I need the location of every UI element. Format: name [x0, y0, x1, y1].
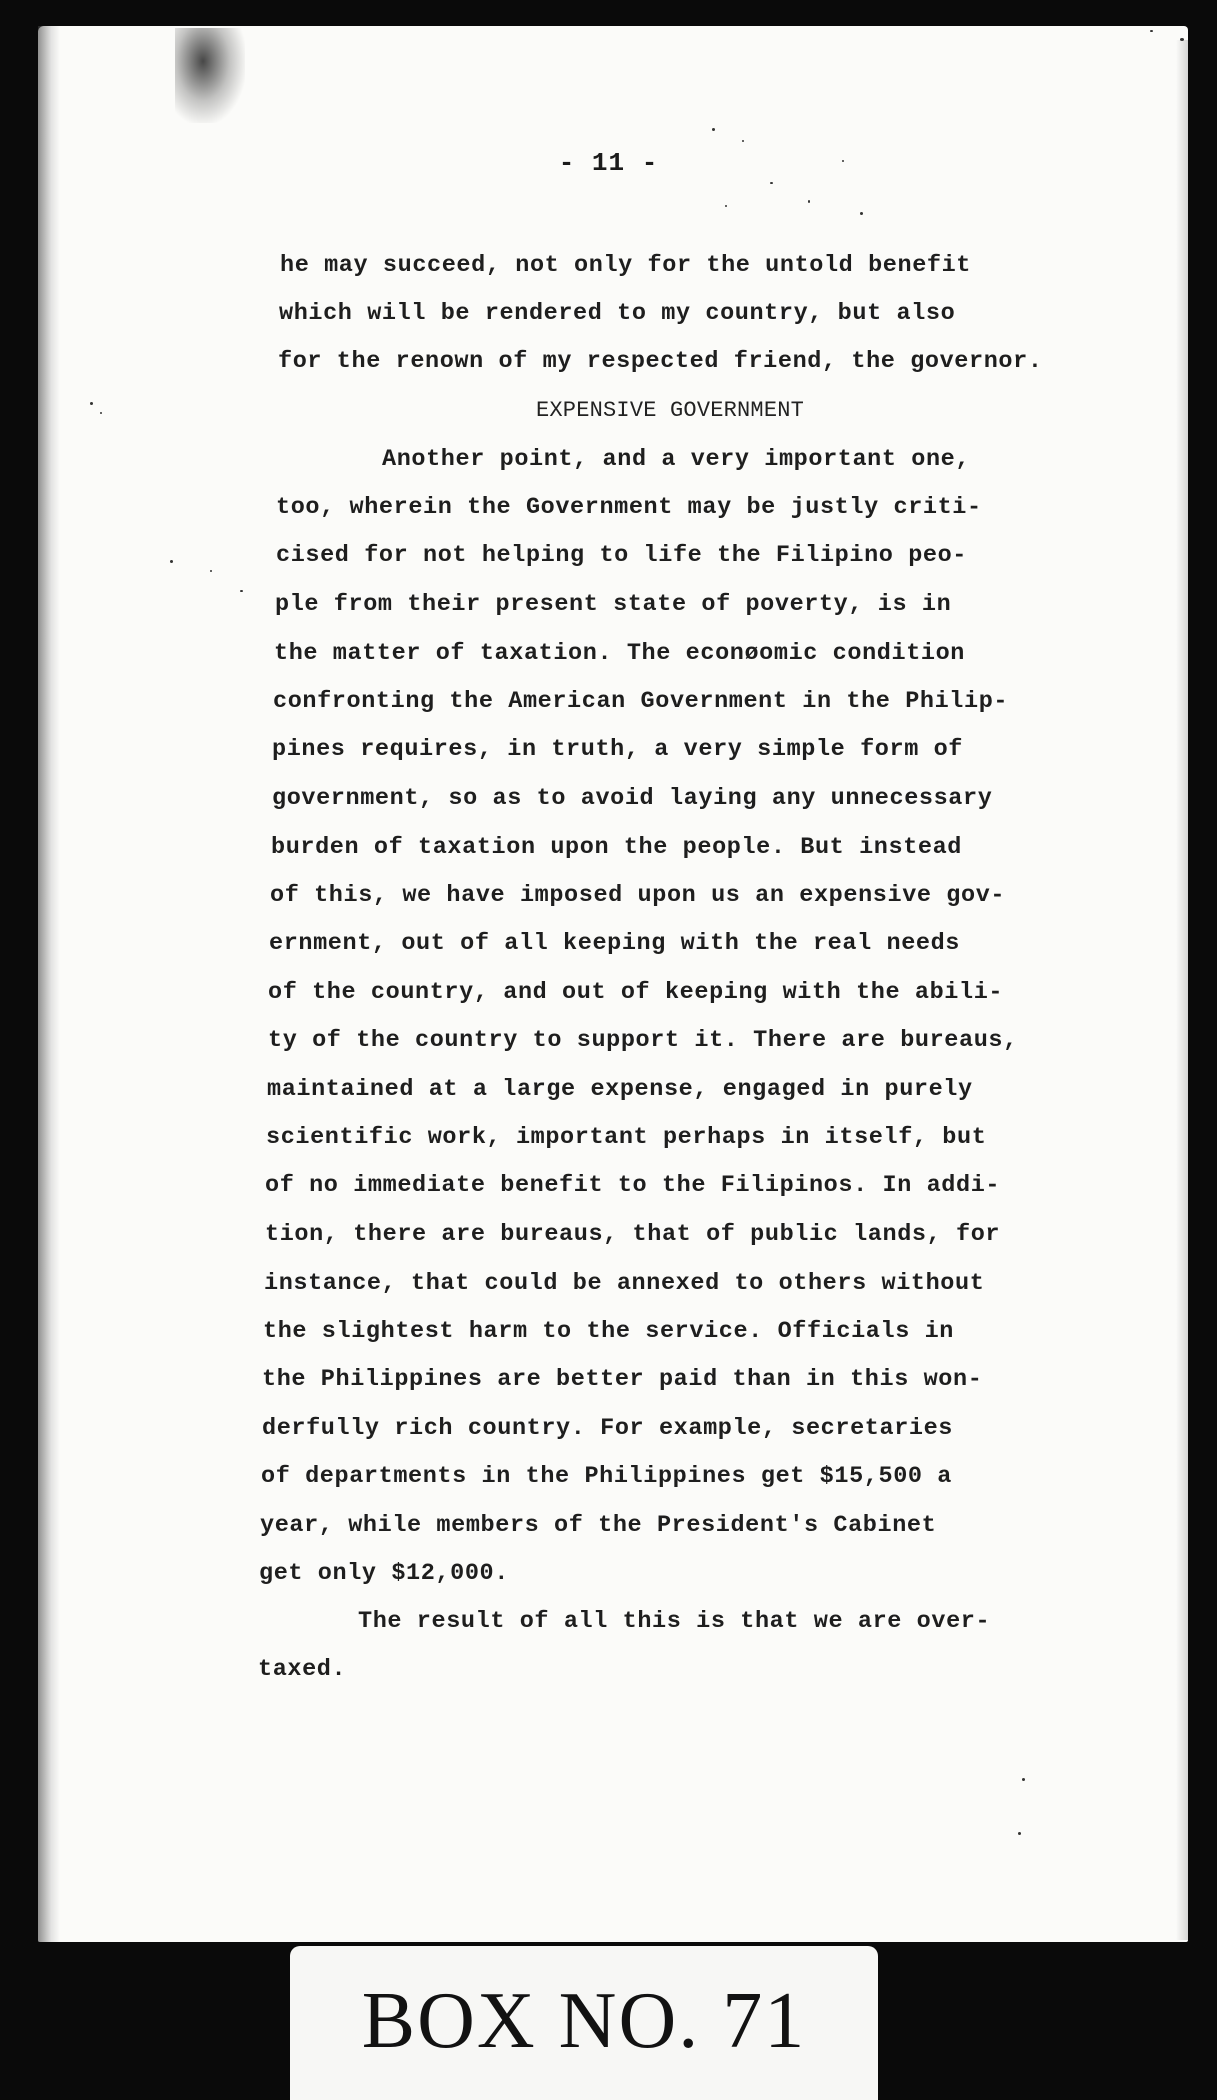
dust-speck — [170, 560, 173, 563]
page-number: - 11 - — [558, 148, 659, 178]
dust-speck — [712, 128, 715, 131]
dust-speck — [742, 140, 744, 142]
archive-label-text: BOX NO. 71 — [361, 1977, 807, 2065]
text-line: cised for not helping to life the Filipino peo- — [276, 542, 968, 569]
dust-speck — [90, 402, 93, 405]
text-line: ty of the country to support it. There are bureaus, — [268, 1027, 1018, 1054]
text-line: scientific work, important perhaps in itself, but — [266, 1124, 987, 1151]
text-line: tion, there are bureaus, that of public lands, for — [265, 1221, 1001, 1248]
text-line: instance, that could be annexed to others without — [264, 1270, 985, 1297]
text-line: ple from their present state of poverty, is in — [275, 591, 952, 618]
paper-left-shadow — [38, 26, 60, 1942]
text-line: the matter of taxation. The econøomic condition — [274, 640, 966, 667]
text-line: of this, we have imposed upon us an expensive gov- — [270, 882, 1006, 909]
text-line: the Philippines are better paid than in this won- — [262, 1366, 983, 1393]
dust-speck — [1022, 1778, 1025, 1781]
dust-speck — [1018, 1832, 1021, 1835]
text-line: of the country, and out of keeping with the abili- — [268, 979, 1004, 1006]
dust-speck — [1180, 38, 1184, 41]
text-line: too, wherein the Government may be justly criti- — [276, 494, 982, 521]
text-line: Another point, and a very important one, — [382, 446, 971, 473]
text-line: get only $12,000. — [259, 1560, 509, 1587]
text-line: pines requires, in truth, a very simple form of — [272, 736, 964, 763]
text-line: burden of taxation upon the people. But instead — [271, 834, 963, 861]
text-line: maintained at a large expense, engaged in purely — [267, 1076, 973, 1103]
text-line: which will be rendered to my country, but also — [279, 300, 956, 327]
text-line: for the renown of my respected friend, the governor. — [278, 348, 1043, 375]
dust-speck — [100, 412, 102, 414]
dust-speck — [210, 570, 212, 572]
text-line: of departments in the Philippines get $15,500 a — [261, 1463, 953, 1490]
text-line: derfully rich country. For example, secretaries — [262, 1415, 954, 1442]
text-line: The result of all this is that we are over- — [358, 1608, 991, 1635]
text-line: ernment, out of all keeping with the real needs — [269, 930, 961, 957]
dust-speck — [808, 200, 810, 203]
paper-right-shadow — [1176, 40, 1188, 1940]
text-line: government, so as to avoid laying any unnecessary — [272, 785, 993, 812]
text-line: year, while members of the President's Cabinet — [260, 1512, 937, 1539]
text-line: taxed. — [258, 1656, 347, 1683]
text-line: the slightest harm to the service. Officials in — [263, 1318, 955, 1345]
text-line: confronting the American Government in the Philip- — [273, 688, 1009, 715]
dust-speck — [725, 205, 727, 207]
ink-smudge — [175, 28, 245, 123]
text-line: he may succeed, not only for the untold benefit — [280, 252, 972, 279]
dust-speck — [770, 182, 773, 184]
section-heading: EXPENSIVE GOVERNMENT — [536, 398, 805, 423]
text-line: of no immediate benefit to the Filipinos. In addi- — [265, 1172, 1001, 1199]
archive-label — [290, 1946, 878, 2100]
dust-speck — [860, 212, 863, 215]
dust-speck — [1150, 30, 1153, 32]
dust-speck — [240, 590, 243, 592]
